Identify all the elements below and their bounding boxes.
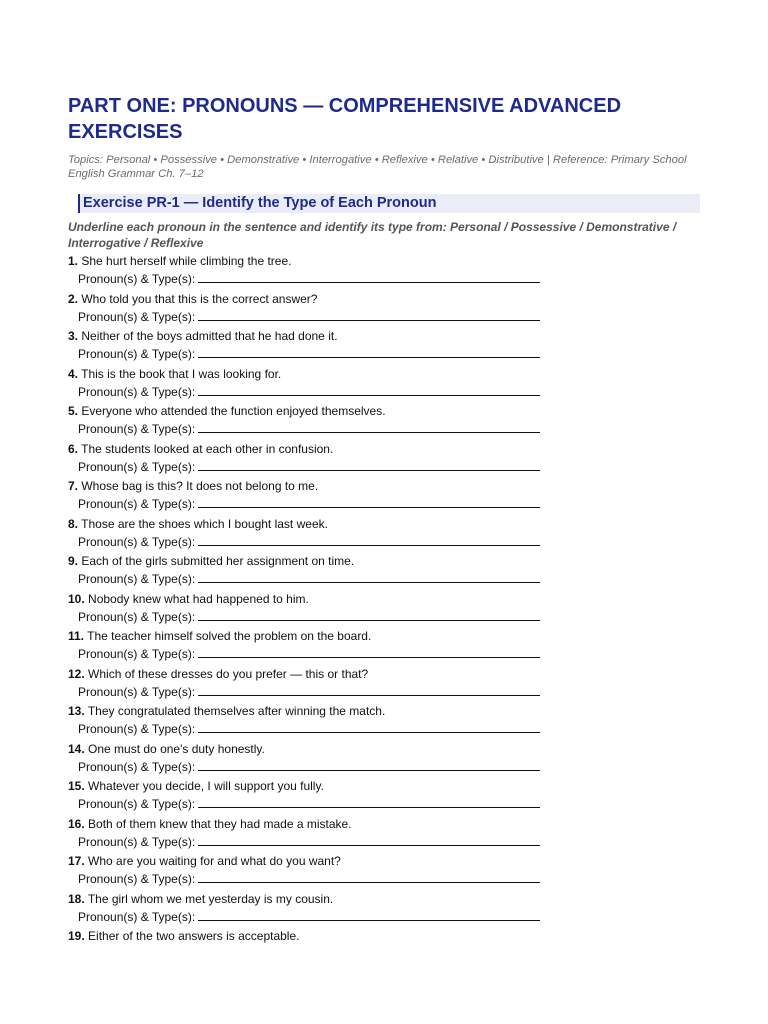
question-number: 8. [68,516,79,531]
question-sentence [68,778,708,795]
exercise-item [68,778,708,816]
question-sentence [68,291,708,308]
question-text: The teacher himself solved the problem on the board. [87,629,372,643]
exercise-item [68,591,708,629]
answer-label: Pronoun(s) & Type(s): [78,347,196,361]
exercise-item [68,928,708,966]
question-sentence [68,741,708,758]
answer-row [68,383,708,401]
question-number: 4. [68,366,79,381]
question-text: Those are the shoes which I bought last week. [81,516,328,531]
question-sentence [68,591,708,608]
question-number: 15. [68,779,85,793]
question-text: Neither of the boys admitted that he had done it. [81,329,338,343]
question-text: One must do one's duty honestly. [88,741,265,756]
answer-blank-line[interactable] [198,270,540,283]
answer-blank-line[interactable] [198,308,540,321]
topics-line: Topics: Personal • Possessive • Demonstrative • Interrogative • Reflexive • Relative • Distributive | Reference: Primary School English Grammar Ch. 7–12 [68,154,687,180]
answer-blank-line[interactable] [198,570,540,583]
exercise-items [68,253,708,966]
question-sentence [68,478,708,495]
exercise-item [68,441,708,479]
answer-row [68,645,708,663]
exercise-item [68,741,708,779]
answer-label: Pronoun(s) & Type(s): [78,722,196,736]
question-text: Who told you that this is the correct answer? [81,291,318,306]
question-sentence [68,628,708,645]
answer-blank-line[interactable] [198,908,540,921]
answer-row [68,908,708,926]
question-sentence [68,441,708,458]
answer-row [68,420,708,438]
answer-label: Pronoun(s) & Type(s): [78,797,196,811]
answer-label: Pronoun(s) & Type(s): [78,684,196,699]
question-number: 6. [68,441,79,456]
answer-row [68,833,708,851]
answer-row [68,608,708,626]
question-number: 2. [68,291,79,306]
exercise-item [68,628,708,666]
question-text: The students looked at each other in confusion. [81,441,334,456]
answer-blank-line[interactable] [198,758,540,771]
answer-label: Pronoun(s) & Type(s): [78,497,196,511]
answer-label: Pronoun(s) & Type(s): [78,384,196,399]
answer-row [68,570,708,588]
question-sentence [68,816,708,833]
answer-row [68,308,708,326]
exercise-item [68,891,708,929]
question-number: 14. [68,741,85,756]
exercise-item [68,478,708,516]
question-number: 12. [68,666,85,681]
answer-label: Pronoun(s) & Type(s): [78,609,196,624]
question-number: 5. [68,404,79,418]
answer-row [68,495,708,513]
answer-blank-line[interactable] [198,345,540,358]
answer-label: Pronoun(s) & Type(s): [78,272,196,286]
question-sentence [68,853,708,870]
question-sentence [68,928,708,945]
answer-row [68,720,708,738]
question-number: 3. [68,329,79,343]
question-number: 1. [68,254,79,268]
exercise-item [68,853,708,891]
answer-label: Pronoun(s) & Type(s): [78,572,196,586]
question-text: Who are you waiting for and what do you want? [88,854,341,868]
exercise-item [68,666,708,704]
question-text: They congratulated themselves after winning the match. [87,704,386,718]
answer-row [68,795,708,813]
answer-row [68,270,708,288]
answer-label: Pronoun(s) & Type(s): [78,534,196,549]
exercise-instruction: Underline each pronoun in the sentence and identify its type from: Personal / Possessive / Demonstrative / Interrogative / Reflexive [68,220,677,250]
question-number: 18. [68,891,85,906]
question-sentence [68,553,708,570]
question-sentence [68,891,708,908]
answer-label: Pronoun(s) & Type(s): [78,309,196,324]
question-sentence [68,703,708,720]
answer-blank-line[interactable] [198,870,540,883]
question-sentence [68,366,708,383]
answer-label: Pronoun(s) & Type(s): [78,872,196,886]
answer-blank-line[interactable] [198,795,540,808]
answer-row [68,533,708,551]
exercise-item [68,291,708,329]
question-sentence [68,253,708,270]
answer-blank-line[interactable] [198,645,540,658]
answer-blank-line[interactable] [198,458,540,471]
answer-label: Pronoun(s) & Type(s): [78,909,196,924]
question-sentence [68,666,708,683]
answer-blank-line[interactable] [198,683,540,696]
question-sentence [68,403,708,420]
question-number: 17. [68,854,85,868]
question-text: Which of these dresses do you prefer — this or that? [88,666,369,681]
answer-label: Pronoun(s) & Type(s): [78,459,196,474]
answer-blank-line[interactable] [198,533,540,546]
question-text: Whatever you decide, I will support you fully. [88,779,324,793]
answer-label: Pronoun(s) & Type(s): [78,759,196,774]
answer-blank-line[interactable] [198,383,540,396]
answer-blank-line[interactable] [198,608,540,621]
exercise-item [68,703,708,741]
question-text: Either of the two answers is acceptable. [88,929,300,943]
question-text: This is the book that I was looking for. [81,366,282,381]
exercise-heading: Exercise PR-1 — Identify the Type of Each Pronoun [78,194,700,213]
answer-blank-line[interactable] [198,833,540,846]
question-number: 16. [68,816,85,831]
question-number: 19. [68,929,85,943]
question-text: Nobody knew what had happened to him. [88,591,309,606]
answer-blank-line[interactable] [198,420,540,433]
exercise-item [68,516,708,554]
exercise-item [68,403,708,441]
question-number: 13. [68,704,85,718]
answer-blank-line[interactable] [198,495,540,508]
answer-row [68,758,708,776]
exercise-item [68,816,708,854]
question-text: Whose bag is this? It does not belong to me. [81,479,319,493]
question-text: The girl whom we met yesterday is my cousin. [87,891,334,906]
question-sentence [68,328,708,345]
answer-label: Pronoun(s) & Type(s): [78,422,196,436]
question-number: 10. [68,591,85,606]
answer-row [68,870,708,888]
question-text: She hurt herself while climbing the tree. [81,254,292,268]
answer-blank-line[interactable] [198,720,540,733]
answer-label: Pronoun(s) & Type(s): [78,834,196,849]
answer-row [68,345,708,363]
question-text: Everyone who attended the function enjoyed themselves. [81,404,386,418]
answer-label: Pronoun(s) & Type(s): [78,647,196,661]
exercise-item [68,553,708,591]
exercise-item [68,328,708,366]
question-number: 11. [68,629,85,643]
question-number: 9. [68,554,79,568]
question-number: 7. [68,479,79,493]
question-sentence [68,516,708,533]
answer-row [68,458,708,476]
question-text: Each of the girls submitted her assignment on time. [81,554,355,568]
question-text: Both of them knew that they had made a mistake. [88,816,352,831]
exercise-item [68,253,708,291]
answer-row [68,683,708,701]
exercise-item [68,366,708,404]
page-title: PART ONE: PRONOUNS — COMPREHENSIVE ADVANCED EXERCISES [68,95,622,143]
